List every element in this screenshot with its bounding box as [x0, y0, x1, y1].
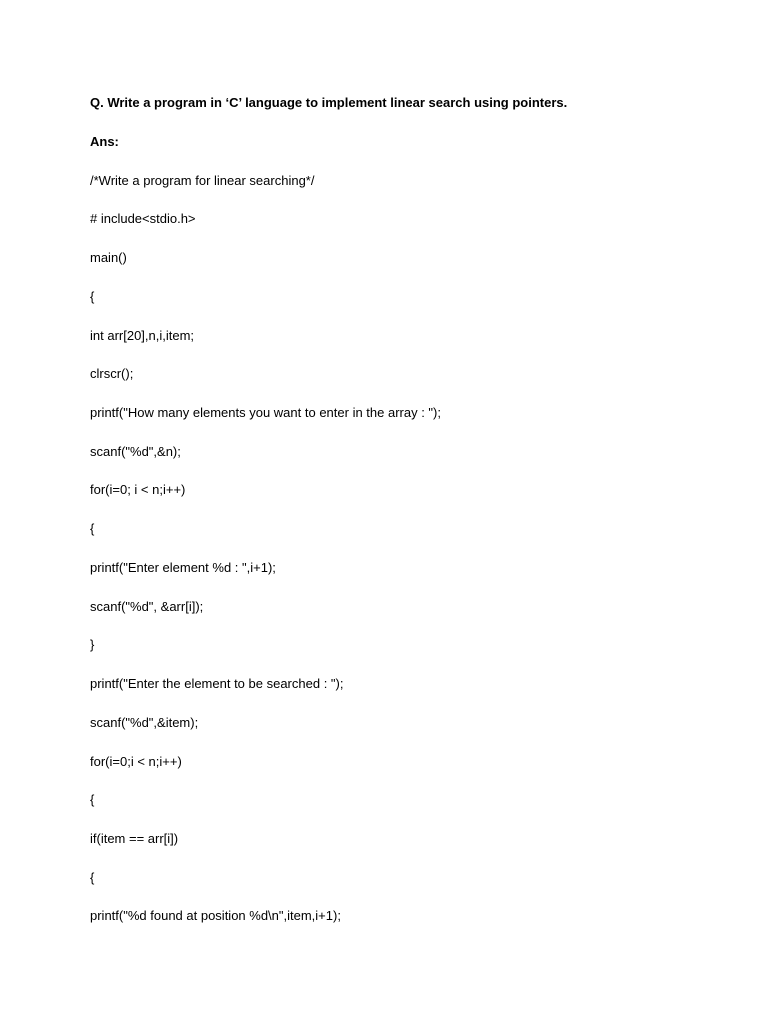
code-line: printf("Enter element %d : ",i+1);: [90, 560, 276, 575]
code-line: {: [90, 289, 95, 304]
code-line: }: [90, 637, 95, 652]
code-line: main(): [90, 250, 127, 265]
code-line: {: [90, 870, 95, 885]
code-line: {: [90, 792, 95, 807]
code-line: printf("%d found at position %d\n",item,i+1);: [90, 908, 341, 923]
code-line: # include<stdio.h>: [90, 211, 196, 226]
code-line: if(item == arr[i]): [90, 831, 179, 846]
code-line: printf("How many elements you want to enter in the array : ");: [90, 405, 441, 420]
code-line: for(i=0; i < n;i++): [90, 482, 186, 497]
code-line: scanf("%d", &arr[i]);: [90, 599, 204, 614]
question-heading: Q. Write a program in ‘C’ language to implement linear search using pointers.: [90, 95, 568, 110]
code-line: printf("Enter the element to be searched : ");: [90, 676, 344, 691]
code-line: scanf("%d",&item);: [90, 715, 199, 730]
answer-label: Ans:: [90, 134, 119, 149]
code-line: for(i=0;i < n;i++): [90, 754, 182, 769]
code-line: scanf("%d",&n);: [90, 444, 181, 459]
code-line: clrscr();: [90, 366, 134, 381]
code-line: int arr[20],n,i,item;: [90, 328, 195, 343]
code-line: /*Write a program for linear searching*/: [90, 173, 315, 188]
code-line: {: [90, 521, 95, 536]
